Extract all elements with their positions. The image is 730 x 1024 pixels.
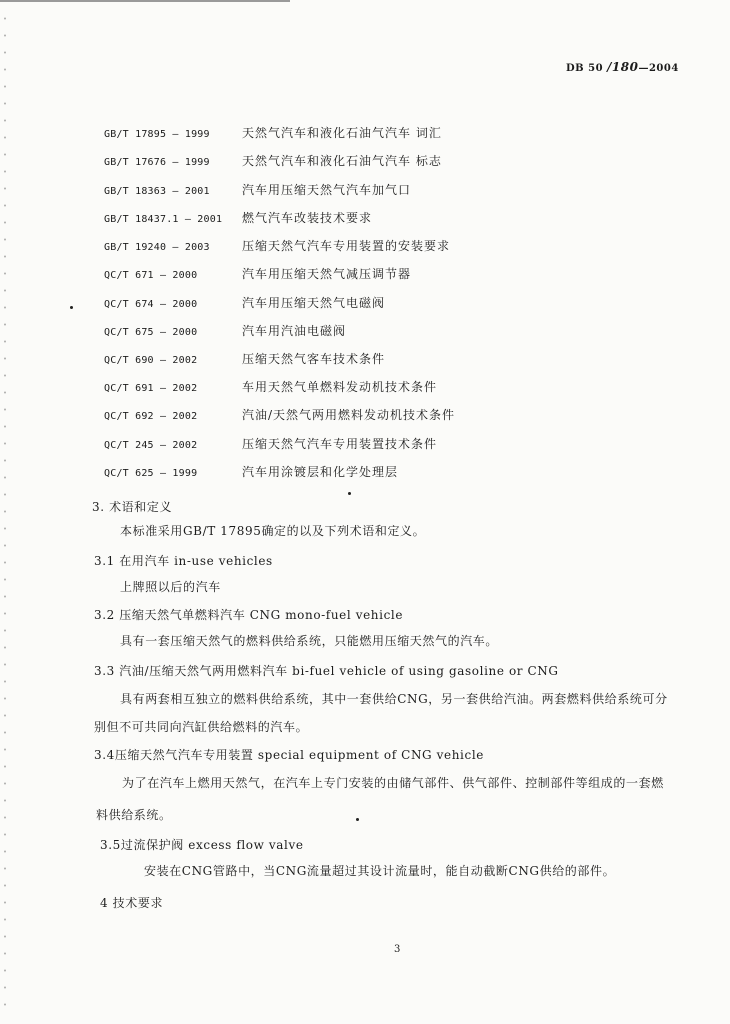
reference-title: 汽车用压缩天然气汽车加气口 xyxy=(242,183,412,197)
doc-code-handwritten: /180 xyxy=(607,60,639,74)
term-3-3-definition-line2: 别但不可共同向汽缸供给燃料的汽车。 xyxy=(94,720,309,734)
reference-title: 燃气汽车改装技术要求 xyxy=(242,211,373,225)
reference-item xyxy=(104,124,442,144)
reference-item xyxy=(104,294,385,314)
reference-item xyxy=(104,406,455,426)
scan-left-edge xyxy=(3,10,7,1010)
reference-item xyxy=(104,435,437,455)
reference-title: 汽车用涂镀层和化学处理层 xyxy=(242,465,399,479)
term-3-1-definition: 上牌照以后的汽车 xyxy=(120,580,221,594)
doc-code-prefix: DB 50 xyxy=(566,63,604,74)
reference-item xyxy=(104,209,372,229)
reference-code: GB/T 17895 — 1999 xyxy=(104,129,210,140)
scan-speck xyxy=(348,492,351,495)
term-3-4-definition-line2: 料供给系统。 xyxy=(96,808,172,822)
scan-speck xyxy=(356,818,359,821)
reference-title: 汽油/天然气两用燃料发动机技术条件 xyxy=(242,408,456,422)
term-3-3-definition-line1: 具有两套相互独立的燃料供给系统，其中一套供给CNG，另一套供给汽油。两套燃料供给系统可分 xyxy=(120,692,668,706)
doc-code-year: —2004 xyxy=(638,63,679,74)
reference-code: GB/T 18363 — 2001 xyxy=(104,186,210,197)
term-3-5-label: 3.5过流保护阀 excess flow valve xyxy=(100,838,304,852)
reference-title: 车用天然气单燃料发动机技术条件 xyxy=(242,380,438,394)
reference-title: 压缩天然气汽车专用装置的安装要求 xyxy=(242,239,451,253)
section-3-heading: 3. 术语和定义 xyxy=(92,500,173,514)
reference-code: QC/T 690 — 2002 xyxy=(104,355,198,366)
reference-title: 天然气汽车和液化石油气汽车 词汇 xyxy=(242,126,442,140)
reference-item xyxy=(104,463,398,483)
reference-title: 压缩天然气客车技术条件 xyxy=(242,352,386,366)
reference-item xyxy=(104,181,411,201)
scan-top-line xyxy=(0,0,290,2)
term-3-5-definition: 安装在CNG管路中，当CNG流量超过其设计流量时，能自动截断CNG供给的部件。 xyxy=(144,864,616,878)
term-3-1-label: 3.1 在用汽车 in-use vehicles xyxy=(94,554,273,568)
document-code xyxy=(566,60,679,74)
term-3-4-label: 3.4压缩天然气汽车专用装置 special equipment of CNG vehicle xyxy=(94,748,484,762)
reference-item xyxy=(104,152,442,172)
reference-code: QC/T 675 — 2000 xyxy=(104,327,198,338)
reference-item xyxy=(104,322,346,342)
reference-code: GB/T 17676 — 1999 xyxy=(104,157,210,168)
reference-code: QC/T 625 — 1999 xyxy=(104,468,198,479)
reference-item xyxy=(104,265,411,285)
scan-speck xyxy=(70,306,73,309)
page-number: 3 xyxy=(394,944,401,955)
reference-item xyxy=(104,350,385,370)
reference-item xyxy=(104,378,437,398)
reference-code: GB/T 19240 — 2003 xyxy=(104,242,210,253)
reference-code: QC/T 245 — 2002 xyxy=(104,440,198,451)
reference-title: 汽车用压缩天然气电磁阀 xyxy=(242,296,386,310)
term-3-2-label: 3.2 压缩天然气单燃料汽车 CNG mono-fuel vehicle xyxy=(94,608,404,622)
reference-code: GB/T 18437.1 — 2001 xyxy=(104,214,223,225)
reference-code: QC/T 691 — 2002 xyxy=(104,383,198,394)
reference-title: 汽车用压缩天然气减压调节器 xyxy=(242,267,412,281)
reference-title: 压缩天然气汽车专用装置技术条件 xyxy=(242,437,438,451)
reference-title: 汽车用汽油电磁阀 xyxy=(242,324,347,338)
reference-item xyxy=(104,237,450,257)
section-3-intro: 本标准采用GB/T 17895确定的以及下列术语和定义。 xyxy=(120,524,426,538)
term-3-2-definition: 具有一套压缩天然气的燃料供给系统，只能燃用压缩天然气的汽车。 xyxy=(120,634,499,648)
section-4-heading: 4 技术要求 xyxy=(100,896,164,910)
reference-code: QC/T 671 — 2000 xyxy=(104,270,198,281)
reference-code: QC/T 692 — 2002 xyxy=(104,411,198,422)
term-3-4-definition-line1: 为了在汽车上燃用天然气，在汽车上专门安装的由储气部件、供气部件、控制部件等组成的一套燃 xyxy=(122,776,664,790)
term-3-3-label: 3.3 汽油/压缩天然气两用燃料汽车 bi-fuel vehicle of using gasoline or CNG xyxy=(94,664,559,678)
reference-code: QC/T 674 — 2000 xyxy=(104,299,198,310)
reference-title: 天然气汽车和液化石油气汽车 标志 xyxy=(242,154,442,168)
